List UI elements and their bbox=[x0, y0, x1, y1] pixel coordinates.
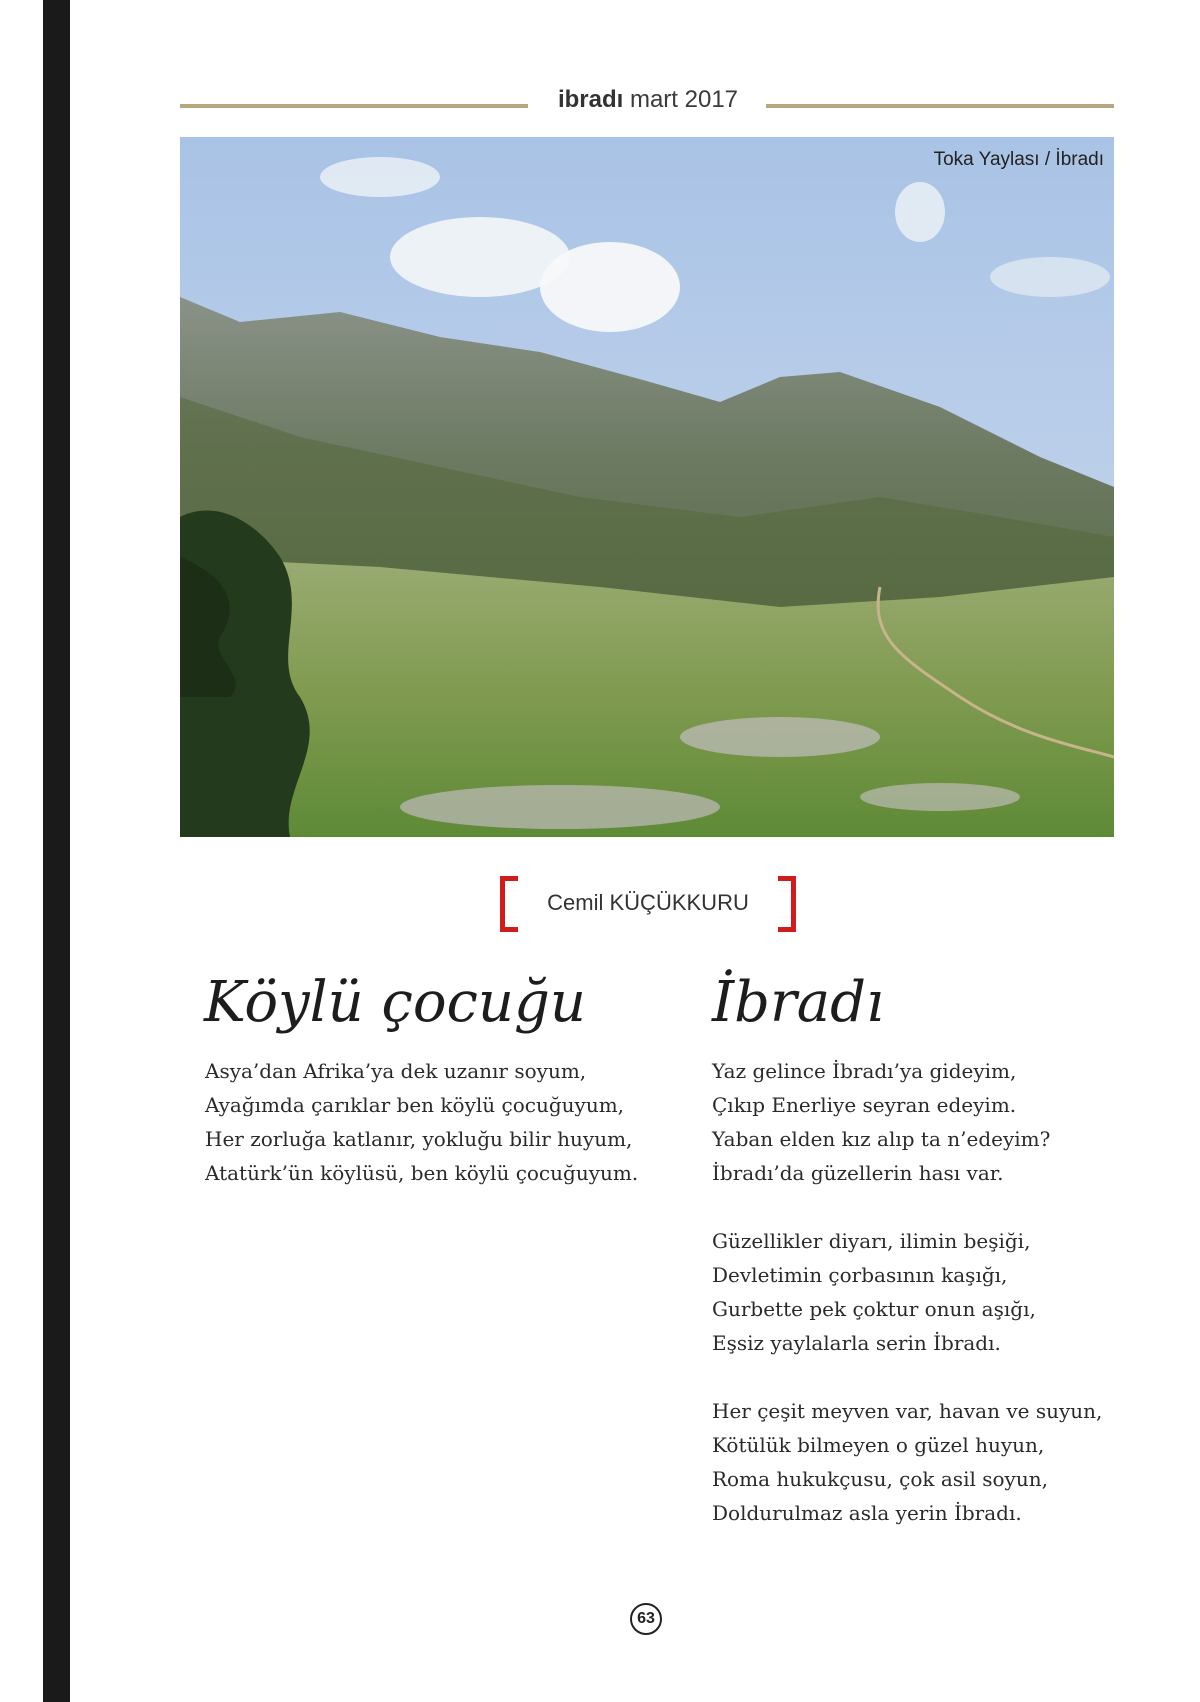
photo-caption: Toka Yaylası / İbradı bbox=[933, 149, 1104, 170]
author-name: Cemil KÜÇÜKKURU bbox=[547, 890, 749, 915]
poem-line: Her çeşit meyven var, havan ve suyun, bbox=[712, 1399, 1103, 1423]
author-bracket-right bbox=[778, 876, 796, 932]
left-edge-bar bbox=[43, 0, 70, 1702]
poem-koylu-cocugu bbox=[205, 1054, 638, 1190]
magazine-brand: ibradı bbox=[557, 86, 624, 113]
poem-title-ibradi: İbradı bbox=[712, 970, 884, 1035]
magazine-title bbox=[538, 86, 758, 114]
landscape-illustration bbox=[180, 137, 1114, 837]
poem-line: Atatürk’ün köylüsü, ben köylü çocuğuyum. bbox=[205, 1161, 639, 1185]
poem-line: Yaz gelince İbradı’ya gideyim, bbox=[712, 1059, 1017, 1083]
poem-line: Asya’dan Afrika’ya dek uzanır soyum, bbox=[205, 1059, 587, 1083]
stanza bbox=[712, 1054, 1102, 1190]
poem-title-koylu-cocugu: Köylü çocuğu bbox=[204, 970, 586, 1035]
header-rule-right bbox=[766, 104, 1114, 108]
stanza bbox=[712, 1224, 1102, 1360]
poem-line: Kötülük bilmeyen o güzel huyun, bbox=[712, 1433, 1045, 1457]
page-header bbox=[180, 86, 1114, 120]
poem-line: Gurbette pek çoktur onun aşığı, bbox=[712, 1297, 1036, 1321]
poem-ibradi bbox=[712, 1054, 1102, 1530]
poem-line: Doldurulmaz asla yerin İbradı. bbox=[712, 1501, 1022, 1525]
landscape-photo bbox=[180, 137, 1114, 837]
page-number: 63 bbox=[630, 1603, 662, 1635]
poem-line: İbradı’da güzellerin hası var. bbox=[712, 1161, 1004, 1185]
poem-line: Yaban elden kız alıp ta n’edeyim? bbox=[712, 1127, 1051, 1151]
magazine-issue: mart 2017 bbox=[629, 86, 739, 113]
poem-line: Roma hukukçusu, çok asil soyun, bbox=[712, 1467, 1048, 1491]
poem-line: Ayağımda çarıklar ben köylü çocuğuyum, bbox=[205, 1093, 625, 1117]
stanza bbox=[712, 1394, 1102, 1530]
poem-line: Her zorluğa katlanır, yokluğu bilir huyum, bbox=[205, 1127, 633, 1151]
poem-line: Çıkıp Enerliye seyran edeyim. bbox=[712, 1093, 1017, 1117]
author-block bbox=[500, 876, 796, 932]
poem-line: Eşsiz yaylalarla serin İbradı. bbox=[712, 1331, 1001, 1355]
poem-line: Güzellikler diyarı, ilimin beşiği, bbox=[712, 1229, 1031, 1253]
poem-line: Devletimin çorbasının kaşığı, bbox=[712, 1263, 1008, 1287]
header-rule-left bbox=[180, 104, 528, 108]
stanza bbox=[205, 1054, 638, 1190]
